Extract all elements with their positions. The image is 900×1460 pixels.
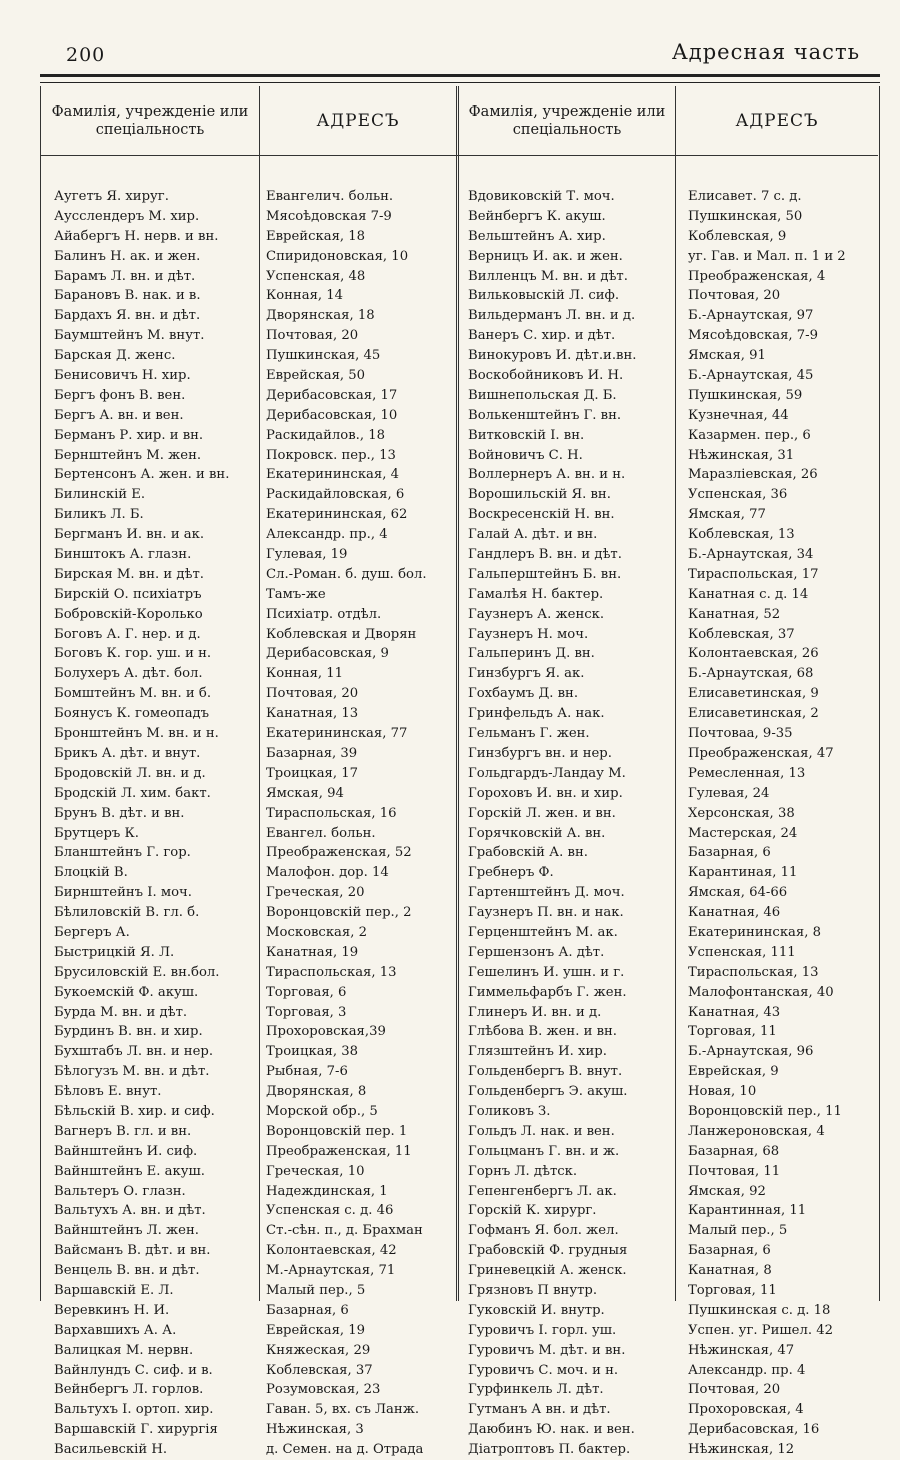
- entry-cell: Гаузнеръ А. женск.: [468, 606, 605, 622]
- entry-cell: Вейнбергъ Л. горлов.: [54, 1382, 204, 1398]
- header-name-left: Фамилія, учрежденіе или спеціальность: [51, 104, 249, 138]
- entry-cell: Бергъ А. вн. и вен.: [54, 407, 184, 423]
- entry-cell: Троицкая, 17: [266, 765, 359, 781]
- entry-cell: Нѣжинская, 12: [688, 1442, 795, 1458]
- column-divider-3: [675, 86, 676, 1301]
- entry-cell: Торговая, 11: [688, 1024, 777, 1040]
- entry-cell: Канатная, 19: [266, 944, 359, 960]
- entry-cell: Маразліевская, 26: [688, 467, 818, 483]
- entry-cell: Бланштейнъ Г. гор.: [54, 845, 191, 861]
- entry-cell: Аугетъ Я. хируг.: [54, 189, 169, 204]
- header-address-right: АДРЕСЪ: [735, 111, 819, 131]
- entry-cell: Бенисовичъ Н. хир.: [54, 368, 191, 384]
- entry-cell: Войновичъ С. Н.: [468, 447, 583, 463]
- entry-cell: Дворянская, 18: [266, 308, 375, 324]
- entry-cell: Вайнлундъ С. сиф. и в.: [54, 1362, 213, 1378]
- entry-cell: Розумовская, 23: [266, 1382, 381, 1398]
- entry-cell: Гуровичъ М. дѣт. и вн.: [468, 1342, 626, 1358]
- entry-cell: Варшавскій Г. хирургія: [54, 1422, 218, 1438]
- entry-cell: Гольдъ Л. нак. и вен.: [468, 1123, 615, 1139]
- entry-cell: Почтовая, 20: [688, 288, 781, 304]
- entry-cell: Бухштабъ Л. вн. и нер.: [54, 1044, 214, 1060]
- entry-cell: Дерибасовская, 10: [266, 407, 398, 423]
- entry-cell: Воронцовскій пер., 11: [688, 1103, 842, 1119]
- entry-cell: М.-Арнаутская, 71: [266, 1263, 396, 1279]
- entry-cell: Гартенштейнъ Д. моч.: [468, 885, 625, 901]
- entry-cell: Торговая, 6: [266, 984, 347, 1000]
- column-divider-center: [456, 86, 459, 1301]
- entry-cell: Билинскій Е.: [54, 487, 146, 503]
- entry-cell: Быстрицкій Я. Л.: [54, 944, 175, 960]
- entry-cell: Канатная, 43: [688, 1004, 781, 1020]
- entry-cell: Прохоровская, 4: [688, 1402, 804, 1418]
- entry-cell: Діатроптовъ П. бактер.: [468, 1442, 631, 1458]
- right-addresses-column: [688, 187, 878, 1460]
- entry-cell: Вайнштейнъ И. сиф.: [54, 1143, 198, 1159]
- entry-cell: Гольцманъ Г. вн. и ж.: [468, 1143, 620, 1159]
- entry-cell: Ямская, 92: [688, 1183, 766, 1199]
- entry-cell: Барановъ В. нак. и в.: [54, 288, 201, 304]
- entry-cell: Ворошильскій Я. вн.: [468, 487, 611, 503]
- header-name-right: Фамилія, учрежденіе или спеціальность: [468, 104, 666, 138]
- entry-cell: Почтовая, 20: [688, 1382, 781, 1398]
- entry-cell: Дворянская, 8: [266, 1084, 367, 1100]
- entry-cell: Базарная, 39: [266, 745, 358, 761]
- entry-cell: Воронцовскій пер. 1: [266, 1123, 408, 1139]
- entry-cell: Грабовскій Ф. грудныя: [468, 1243, 628, 1259]
- entry-cell: Глинеръ И. вн. и д.: [468, 1004, 602, 1020]
- entry-cell: Карантинная, 11: [688, 1203, 807, 1219]
- entry-cell: Воскресенскій Н. вн.: [468, 507, 615, 523]
- entry-cell: Вельштейнъ А. хир.: [468, 228, 606, 244]
- entry-cell: Бергманъ И. вн. и ак.: [54, 527, 205, 543]
- entry-cell: Брусиловскій Е. вн.бол.: [54, 964, 220, 980]
- entry-cell: Колонтаевская, 42: [266, 1243, 397, 1259]
- entry-cell: Галай А. дѣт. и вн.: [468, 527, 598, 543]
- running-head: Адресная часть: [671, 40, 860, 64]
- entry-cell: Преображенская, 47: [688, 745, 834, 761]
- entry-cell: Почтовая, 11: [688, 1163, 781, 1179]
- entry-cell: Казармен. пер., 6: [688, 427, 811, 443]
- entry-cell: Психіатр. отдѣл.: [266, 606, 382, 622]
- entry-cell: Покровск. пер., 13: [266, 447, 396, 463]
- entry-cell: Карантиная, 11: [688, 865, 798, 881]
- entry-cell: Княжеская, 29: [266, 1342, 371, 1358]
- entry-cell: Евангел. больн.: [266, 825, 376, 841]
- entry-cell: Гаузнеръ П. вн. и нак.: [468, 905, 624, 921]
- entry-cell: Вальтухъ А. вн. и дѣт.: [54, 1203, 206, 1219]
- entry-cell: Ванеръ С. хир. и дѣт.: [468, 328, 616, 344]
- entry-cell: Коблевская, 37: [688, 626, 795, 642]
- entry-cell: Боговъ А. Г. нер. и д.: [54, 626, 201, 642]
- entry-cell: Успенская с. д. 46: [266, 1203, 394, 1219]
- entry-cell: Почтовая, 20: [266, 686, 359, 702]
- entry-cell: Винокуровъ И. дѣт.и.вн.: [468, 348, 637, 364]
- entry-cell: Бомштейнъ М. вн. и б.: [54, 686, 212, 702]
- entry-cell: Глязштейнъ И. хир.: [468, 1044, 607, 1060]
- entry-cell: Гулевая, 24: [688, 785, 770, 801]
- entry-cell: Малый пер., 5: [266, 1282, 366, 1298]
- left-addresses-column: [266, 187, 456, 1460]
- entry-cell: Пушкинская, 45: [266, 348, 381, 364]
- entry-cell: Успенская, 111: [688, 944, 796, 960]
- entry-cell: Гурфинкель Л. дѣт.: [468, 1382, 604, 1398]
- entry-cell: Прохоровская,39: [266, 1024, 386, 1040]
- entry-cell: Бурдинъ В. вн. и хир.: [54, 1024, 203, 1040]
- entry-cell: Гельманъ Г. жен.: [468, 726, 590, 742]
- top-thick-rule: [40, 74, 880, 77]
- entry-cell: Вайнштейнъ Е. акуш.: [54, 1163, 205, 1179]
- entry-cell: Преображенская, 52: [266, 845, 412, 861]
- entry-cell: Екатерининская, 62: [266, 507, 408, 523]
- entry-cell: Мастерская, 24: [688, 825, 798, 841]
- entry-cell: Венцель В. вн. и дѣт.: [54, 1263, 200, 1279]
- entry-cell: Гиммельфарбъ Г. жен.: [468, 984, 627, 1000]
- entry-cell: Гофманъ Я. бол. жел.: [468, 1223, 619, 1239]
- entry-cell: Вайнштейнъ Л. жен.: [54, 1223, 199, 1239]
- entry-cell: Пушкинская, 50: [688, 208, 803, 224]
- entry-cell: Бѣлогузъ М. вн. и дѣт.: [54, 1064, 210, 1080]
- entry-cell: Тираспольская, 13: [266, 964, 397, 980]
- entry-cell: Базарная, 6: [688, 1243, 771, 1259]
- entry-cell: Боговъ К. гор. уш. и н.: [54, 646, 212, 662]
- entry-cell: Брунъ В. дѣт. и вн.: [54, 805, 185, 821]
- entry-cell: Барская Д. женс.: [54, 348, 176, 364]
- entry-cell: Конная, 14: [266, 288, 344, 304]
- entry-cell: Малый пер., 5: [688, 1223, 788, 1239]
- entry-cell: Пушкинская, 59: [688, 387, 803, 403]
- entry-cell: Успенская, 48: [266, 268, 366, 284]
- entry-cell: Воронцовскій пер., 2: [266, 905, 412, 921]
- entry-cell: Гуровичъ С. моч. и н.: [468, 1362, 619, 1378]
- entry-cell: Гешелинъ И. ушн. и г.: [468, 964, 625, 980]
- entry-cell: Аусслендеръ М. хир.: [54, 208, 200, 224]
- top-thin-rule: [40, 82, 880, 83]
- entry-cell: Александр. пр., 4: [266, 527, 388, 543]
- entry-cell: Тираспольская, 17: [688, 566, 819, 582]
- entry-cell: Еврейская, 18: [266, 228, 366, 244]
- entry-cell: Горскій К. хирург.: [468, 1203, 597, 1219]
- entry-cell: Бронштейнъ М. вн. и н.: [54, 726, 219, 742]
- entry-cell: Герценштейнъ М. ак.: [468, 924, 618, 940]
- entry-cell: Гинзбургъ вн. и нер.: [468, 745, 612, 761]
- entry-cell: Ямская, 64-66: [688, 885, 788, 901]
- entry-cell: Верницъ И. ак. и жен.: [468, 248, 623, 264]
- entry-cell: Тираспольская, 13: [688, 964, 819, 980]
- entry-cell: Берманъ Р. хир. и вн.: [54, 427, 204, 443]
- entry-cell: Голиковъ З.: [468, 1103, 551, 1119]
- entry-cell: Грязновъ П внутр.: [468, 1282, 598, 1298]
- entry-cell: Мясоѣдовская, 7-9: [688, 328, 819, 344]
- entry-cell: Канатная, 13: [266, 706, 359, 722]
- entry-cell: Гинзбургъ Я. ак.: [468, 666, 585, 682]
- entry-cell: Нѣжинская, 47: [688, 1342, 795, 1358]
- entry-cell: Гринфельдъ А. нак.: [468, 706, 605, 722]
- entry-cell: Гаван. 5, вх. съ Ланж.: [266, 1402, 420, 1418]
- entry-cell: Почтовая, 20: [266, 328, 359, 344]
- entry-cell: Бобровскій-Королько: [54, 606, 203, 622]
- page-number: 200: [66, 44, 106, 66]
- entry-cell: Гальперинъ Д. вн.: [468, 646, 595, 662]
- entry-cell: Вдовиковскій Т. моч.: [468, 189, 615, 204]
- entry-cell: Гаузнеръ Н. моч.: [468, 626, 589, 642]
- entry-cell: Ремесленная, 13: [688, 765, 806, 781]
- entry-cell: Васильевскій Н.: [54, 1442, 168, 1458]
- entry-cell: Горнъ Л. дѣтск.: [468, 1163, 578, 1179]
- entry-cell: Коблевская, 9: [688, 228, 787, 244]
- entry-cell: Вишнепольская Д. Б.: [468, 387, 617, 403]
- entry-cell: Бардахъ Я. вн. и дѣт.: [54, 308, 201, 324]
- entry-cell: Херсонская, 38: [688, 805, 795, 821]
- entry-cell: Преображенская, 11: [266, 1143, 412, 1159]
- entry-cell: Московская, 2: [266, 924, 368, 940]
- entry-cell: Вагнеръ В. гл. и вн.: [54, 1123, 192, 1139]
- entry-cell: Гутманъ А вн. и дѣт.: [468, 1402, 611, 1418]
- entry-cell: Витковскій I. вн.: [468, 427, 585, 443]
- entry-cell: Гребнеръ Ф.: [468, 865, 554, 881]
- entry-cell: Даюбинъ Ю. нак. и вен.: [468, 1422, 635, 1438]
- entry-cell: Еврейская, 9: [688, 1064, 779, 1080]
- entry-cell: Грабовскій А. вн.: [468, 845, 588, 861]
- entry-cell: Брутцеръ К.: [54, 825, 139, 841]
- header-rule: [40, 155, 878, 156]
- entry-cell: Елисаветинская, 2: [688, 706, 819, 722]
- left-names-column: [54, 187, 260, 1460]
- entry-cell: Гороховъ И. вн. и хир.: [468, 785, 623, 801]
- entry-cell: Бѣловъ Е. внут.: [54, 1084, 162, 1100]
- entry-cell: Колонтаевская, 26: [688, 646, 819, 662]
- entry-cell: Вальтухъ I. ортоп. хир.: [54, 1402, 214, 1418]
- entry-cell: Варшавскій Е. Л.: [54, 1282, 174, 1298]
- entry-cell: Гольдгардъ-Ландау М.: [468, 765, 626, 781]
- entry-cell: Надеждинская, 1: [266, 1183, 388, 1199]
- entry-cell: Евангелич. больн.: [266, 189, 394, 204]
- entry-cell: Тамъ-же: [266, 586, 326, 602]
- right-names-column: [468, 187, 670, 1460]
- entry-cell: Вильдерманъ Л. вн. и д.: [468, 308, 636, 324]
- entry-cell: Базарная, 68: [688, 1143, 780, 1159]
- entry-cell: Спиридоновская, 10: [266, 248, 409, 264]
- entry-cell: Б.-Арнаутская, 97: [688, 308, 814, 324]
- entry-cell: Валицкая М. нервн.: [54, 1342, 194, 1358]
- entry-cell: Гуровичъ I. горл. уш.: [468, 1322, 617, 1338]
- entry-cell: Коблевская, 37: [266, 1362, 373, 1378]
- entry-cell: Бирская М. вн. и дѣт.: [54, 566, 204, 582]
- entry-cell: Раскидайлов., 18: [266, 427, 386, 443]
- entry-cell: Бергъ фонъ В. вен.: [54, 387, 186, 403]
- entry-cell: Преображенская, 4: [688, 268, 826, 284]
- entry-cell: Гриневецкій А. женск.: [468, 1263, 627, 1279]
- entry-cell: Бирскій О. психіатръ: [54, 586, 202, 602]
- entry-cell: Воскобойниковъ И. Н.: [468, 368, 624, 384]
- entry-cell: Бертенсонъ А. жен. и вн.: [54, 467, 230, 483]
- entry-cell: Вальтеръ О. глазн.: [54, 1183, 186, 1199]
- entry-cell: Бернштейнъ М. жен.: [54, 447, 202, 463]
- entry-cell: Бинштокъ А. глазн.: [54, 547, 192, 563]
- entry-cell: Бродовскій Л. вн. и д.: [54, 765, 206, 781]
- entry-cell: Бурда М. вн. и дѣт.: [54, 1004, 188, 1020]
- entry-cell: Вейнбергъ К. акуш.: [468, 208, 606, 224]
- entry-cell: Екатерининская, 4: [266, 467, 400, 483]
- entry-cell: Горячковскій А. вн.: [468, 825, 606, 841]
- entry-cell: Веревкинъ Н. И.: [54, 1302, 170, 1318]
- entry-cell: Айабергъ Н. нерв. и вн.: [54, 228, 219, 244]
- entry-cell: Дерибасовская, 17: [266, 387, 398, 403]
- entry-cell: Тираспольская, 16: [266, 805, 397, 821]
- entry-cell: Морской обр., 5: [266, 1103, 378, 1119]
- entry-cell: Гепенгенбергъ Л. ак.: [468, 1183, 617, 1199]
- entry-cell: Коблевская и Дворян: [266, 626, 417, 642]
- entry-cell: Рыбная, 7-6: [266, 1064, 348, 1080]
- entry-cell: Вилленцъ М. вн. и дѣт.: [468, 268, 628, 284]
- entry-cell: Бѣльскій В. хир. и сиф.: [54, 1103, 215, 1119]
- entry-cell: Ямская, 77: [688, 507, 766, 523]
- entry-cell: Екатерининская, 8: [688, 924, 822, 940]
- entry-cell: Б.-Арнаутская, 68: [688, 666, 814, 682]
- entry-cell: Гольденбергъ В. внут.: [468, 1064, 623, 1080]
- entry-cell: Нѣжинская, 31: [688, 447, 795, 463]
- entry-cell: Горскій Л. жен. и вн.: [468, 805, 616, 821]
- entry-cell: Воллернеръ А. вн. и н.: [468, 467, 626, 483]
- entry-cell: Греческая, 10: [266, 1163, 365, 1179]
- entry-cell: Канатная, 46: [688, 905, 781, 921]
- entry-cell: Бирнштейнъ I. моч.: [54, 885, 192, 901]
- entry-cell: Дерибасовская, 9: [266, 646, 389, 662]
- entry-cell: Гамалѣя Н. бактер.: [468, 586, 604, 602]
- entry-cell: Ямская, 94: [266, 785, 344, 801]
- entry-cell: Базарная, 6: [688, 845, 771, 861]
- entry-cell: Троицкая, 38: [266, 1044, 359, 1060]
- entry-cell: Волькенштейнъ Г. вн.: [468, 407, 622, 423]
- entry-cell: Баумштейнъ М. внут.: [54, 328, 205, 344]
- entry-cell: Почтоваа, 9-35: [688, 726, 793, 742]
- entry-cell: Пушкинская с. д. 18: [688, 1302, 831, 1318]
- entry-cell: уг. Гав. и Мал. п. 1 и 2: [688, 248, 846, 264]
- entry-cell: Вархавшихъ А. А.: [54, 1322, 177, 1338]
- entry-cell: Еврейская, 19: [266, 1322, 366, 1338]
- entry-cell: Мясоѣдовская 7-9: [266, 208, 392, 224]
- entry-cell: Балинъ Н. ак. и жен.: [54, 248, 201, 264]
- entry-cell: Кузнечная, 44: [688, 407, 789, 423]
- entry-cell: Новая, 10: [688, 1084, 757, 1100]
- entry-cell: Боянусъ К. гомеопадъ: [54, 706, 210, 722]
- header-address-left: АДРЕСЪ: [316, 111, 400, 131]
- entry-cell: Успен. уг. Ришел. 42: [688, 1322, 834, 1338]
- entry-cell: Гальперштейнъ Б. вн.: [468, 566, 622, 582]
- entry-cell: Нѣжинская, 3: [266, 1422, 364, 1438]
- entry-cell: Вайсманъ В. дѣт. и вн.: [54, 1243, 211, 1259]
- entry-cell: Блоцкій В.: [54, 865, 128, 881]
- entry-cell: Б.-Арнаутская, 96: [688, 1044, 814, 1060]
- entry-cell: Вильковыскій Л. сиф.: [468, 288, 620, 304]
- entry-cell: Конная, 11: [266, 666, 344, 682]
- entry-cell: Канатная, 52: [688, 606, 781, 622]
- entry-cell: Ланжероновская, 4: [688, 1123, 825, 1139]
- entry-cell: Торговая, 3: [266, 1004, 347, 1020]
- entry-cell: Бродскій Л. хим. бакт.: [54, 785, 211, 801]
- entry-cell: Екатерининская, 77: [266, 726, 408, 742]
- entry-cell: Барамъ Л. вн. и дѣт.: [54, 268, 196, 284]
- entry-cell: Ямская, 91: [688, 348, 766, 364]
- entry-cell: Греческая, 20: [266, 885, 365, 901]
- entry-cell: Ст.-сѣн. п., д. Брахман: [266, 1223, 423, 1239]
- entry-cell: Гохбаумъ Д. вн.: [468, 686, 579, 702]
- entry-cell: Коблевская, 13: [688, 527, 795, 543]
- entry-cell: Раскидайловская, 6: [266, 487, 405, 503]
- entry-cell: Биликъ Л. Б.: [54, 507, 144, 523]
- entry-cell: Глѣбова В. жен. и вн.: [468, 1024, 617, 1040]
- entry-cell: Александр. пр. 4: [688, 1362, 806, 1378]
- entry-cell: Малофонтанская, 40: [688, 984, 834, 1000]
- entry-cell: Гуковскій И. внутр.: [468, 1302, 605, 1318]
- entry-cell: Брикъ А. дѣт. и внут.: [54, 745, 201, 761]
- entry-cell: Дерибасовская, 16: [688, 1422, 820, 1438]
- entry-cell: Успенская, 36: [688, 487, 788, 503]
- entry-cell: Гершензонъ А. дѣт.: [468, 944, 605, 960]
- entry-cell: Канатная, 8: [688, 1263, 772, 1279]
- entry-cell: Торговая, 11: [688, 1282, 777, 1298]
- entry-cell: Гандлеръ В. вн. и дѣт.: [468, 547, 622, 563]
- entry-cell: Елисаветинская, 9: [688, 686, 819, 702]
- entry-cell: Бѣлиловскій В. гл. б.: [54, 905, 200, 921]
- entry-cell: Малофон. дор. 14: [266, 865, 389, 881]
- entry-cell: Сл.-Роман. б. душ. бол.: [266, 566, 427, 582]
- entry-cell: Канатная с. д. 14: [688, 586, 809, 602]
- entry-cell: Б.-Арнаутская, 34: [688, 547, 814, 563]
- entry-cell: Елисавет. 7 с. д.: [688, 189, 802, 204]
- entry-cell: Гольденбергъ Э. акуш.: [468, 1084, 628, 1100]
- entry-cell: Гулевая, 19: [266, 547, 348, 563]
- entry-cell: Базарная, 6: [266, 1302, 349, 1318]
- entry-cell: Еврейская, 50: [266, 368, 366, 384]
- entry-cell: Бергеръ А.: [54, 924, 130, 940]
- entry-cell: д. Семен. на д. Отрада: [266, 1442, 424, 1458]
- entry-cell: Б.-Арнаутская, 45: [688, 368, 814, 384]
- entry-cell: Болухеръ А. дѣт. бол.: [54, 666, 203, 682]
- entry-cell: Букоемскій Ф. акуш.: [54, 984, 199, 1000]
